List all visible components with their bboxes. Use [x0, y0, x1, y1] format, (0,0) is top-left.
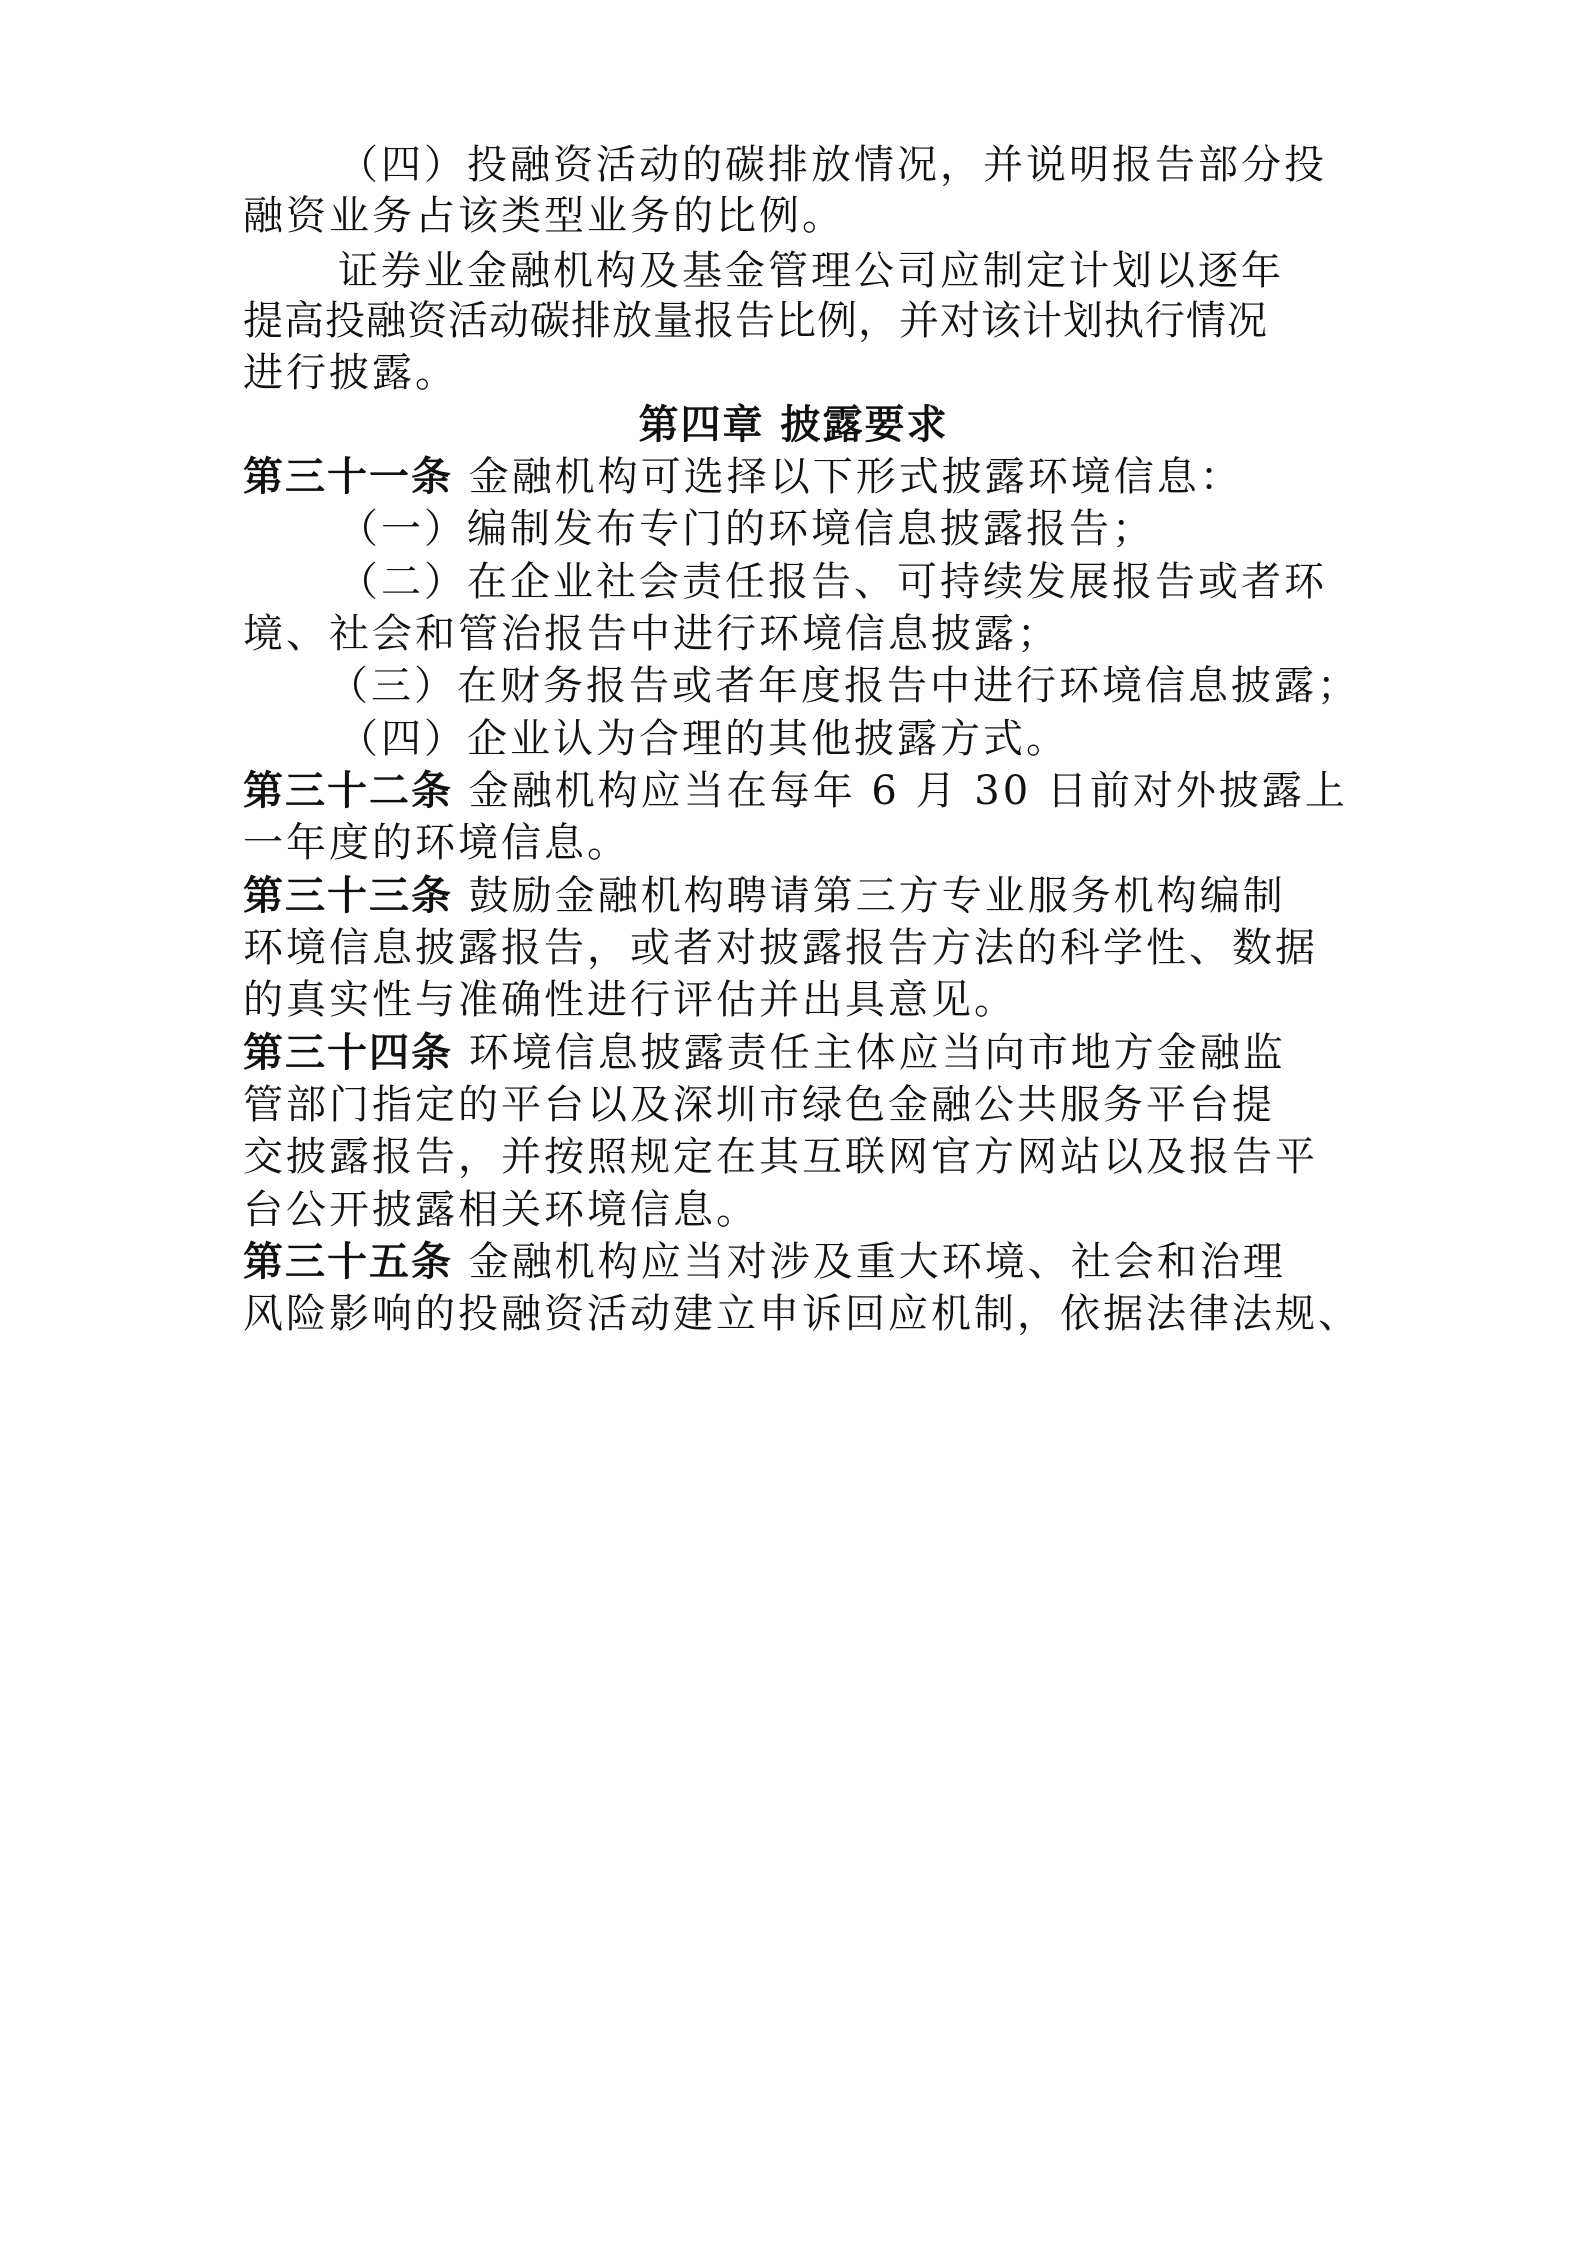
article-text: 鼓励金融机构聘请第三方专业服务机构编制 [468, 873, 1286, 919]
article-label: 第三十二条 [243, 767, 453, 814]
text-line: 管部门指定的平台以及深圳市绿色金融公共服务平台提 [243, 1082, 1275, 1128]
text-line: 的真实性与准确性进行评估并出具意见。 [243, 977, 1017, 1023]
article-label: 第三十一条 [243, 453, 453, 500]
text-line: （三）在财务报告或者年度报告中进行环境信息披露； [328, 663, 1360, 709]
article-text: 金融机构应当在每年 6 月 30 日前对外披露上 [468, 768, 1348, 814]
text-line: （一）编制发布专门的环境信息披露报告； [338, 506, 1155, 552]
article-label: 第三十四条 [243, 1029, 453, 1076]
text-line: （四）投融资活动的碳排放情况，并说明报告部分投 [338, 142, 1327, 188]
text-line: （二）在企业社会责任报告、可持续发展报告或者环 [338, 559, 1327, 605]
article-text: 金融机构可选择以下形式披露环境信息： [468, 454, 1243, 500]
article-31 [243, 453, 1363, 501]
article-text: 金融机构应当对涉及重大环境、社会和治理 [468, 1239, 1286, 1285]
text-line: 一年度的环境信息。 [243, 820, 630, 866]
text-line: 提高投融资活动碳排放量报告比例，并对该计划执行情况 [243, 298, 1268, 344]
text-line: （四）企业认为合理的其他披露方式。 [338, 716, 1069, 762]
text-line: 进行披露。 [243, 350, 458, 396]
article-label: 第三十五条 [243, 1238, 453, 1285]
text-line: 交披露报告，并按照规定在其互联网官方网站以及报告平 [243, 1134, 1318, 1180]
text-line: 台公开披露相关环境信息。 [243, 1187, 759, 1233]
article-34 [243, 1029, 1363, 1077]
article-32 [243, 767, 1363, 815]
chapter-heading: 第四章 披露要求 [638, 401, 949, 448]
text-line: 证券业金融机构及基金管理公司应制定计划以逐年 [338, 248, 1284, 294]
article-label: 第三十三条 [243, 872, 453, 919]
article-text: 环境信息披露责任主体应当向市地方金融监 [468, 1030, 1286, 1076]
text-line: 风险影响的投融资活动建立申诉回应机制，依据法律法规、 [243, 1291, 1361, 1337]
text-line: 融资业务占该类型业务的比例。 [243, 193, 845, 239]
text-line: 环境信息披露报告，或者对披露报告方法的科学性、数据 [243, 925, 1318, 971]
text-line: 境、社会和管治报告中进行环境信息披露； [243, 611, 1060, 657]
article-33 [243, 872, 1363, 920]
article-35 [243, 1238, 1363, 1286]
